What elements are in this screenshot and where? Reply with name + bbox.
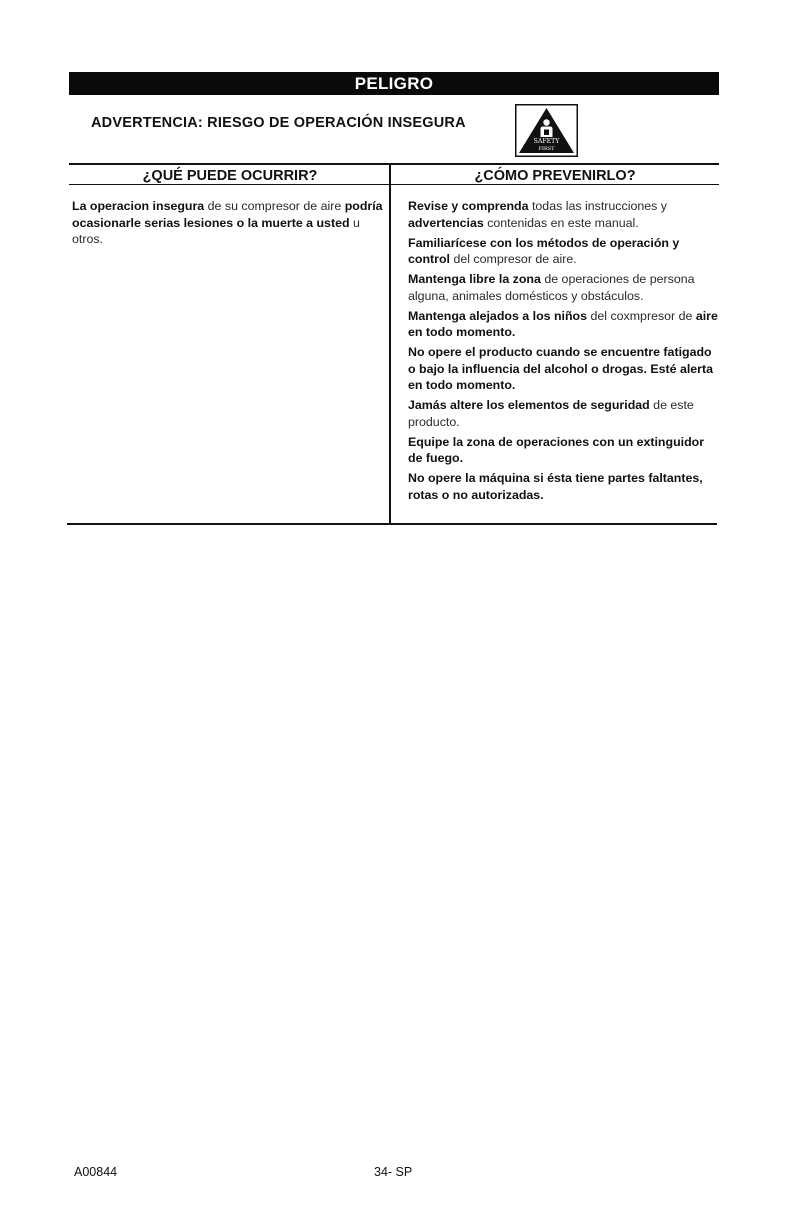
item1-normal-b: contenidas en este manual. bbox=[483, 215, 639, 230]
hazard-paragraph bbox=[72, 198, 384, 248]
hazard-normal-b: u otros. bbox=[72, 215, 360, 246]
prevention-item-4 bbox=[408, 308, 720, 341]
prevention-item-8 bbox=[408, 470, 720, 503]
item7-bold: Equipe la zona de operaciones con un extinguidor de fuego. bbox=[408, 434, 705, 465]
danger-banner: PELIGRO bbox=[69, 72, 719, 95]
prevention-item-6 bbox=[408, 397, 720, 430]
item1-normal-a: todas las instrucciones y bbox=[528, 199, 667, 213]
logo-line1: SAFETY bbox=[533, 138, 560, 145]
hazard-bold-a: La operacion insegura bbox=[72, 199, 205, 213]
bottom-rule bbox=[67, 523, 717, 525]
item4-bold-b: aire en todo momento. bbox=[408, 308, 718, 339]
prevention-item-5 bbox=[408, 344, 720, 394]
hazard-normal-a: de su compresor de aire bbox=[204, 199, 345, 213]
item1-bold-b: advertencias bbox=[408, 215, 484, 230]
hazard-bold-b: podría ocasionarle serias lesiones o la muerte a usted bbox=[72, 199, 383, 230]
prevention-item-7 bbox=[408, 434, 720, 467]
item5-bold: No opere el producto cuando se encuentre fatigado o bajo la influencia del alcohol o drogas. Esté alerta en todo momento. bbox=[408, 345, 714, 392]
prevention-item-3 bbox=[408, 271, 720, 304]
item8-bold: No opere la máquina si ésta tiene partes faltantes, rotas o no autorizadas. bbox=[408, 471, 703, 502]
item2-bold: Familiarícese con los métodos de operación y control bbox=[408, 235, 680, 266]
column-divider bbox=[389, 163, 391, 525]
prevention-item-1 bbox=[408, 198, 720, 231]
logo-line2: FIRST bbox=[538, 146, 555, 152]
hazard-description bbox=[72, 198, 384, 251]
prevention-item-2 bbox=[408, 235, 720, 268]
safety-first-icon bbox=[515, 104, 578, 157]
item3-bold: Mantenga libre la zona bbox=[408, 272, 541, 286]
item4-bold: Mantenga alejados a los niños bbox=[408, 308, 588, 323]
item6-bold: Jamás altere los elementos de seguridad bbox=[408, 398, 650, 412]
item4-normal: del coxmpresor de bbox=[587, 308, 696, 323]
item3-normal: de operaciones de persona alguna, animales domésticos y obstáculos. bbox=[408, 272, 695, 303]
document-code: A00844 bbox=[74, 1165, 118, 1179]
item6-normal: de este producto. bbox=[408, 398, 694, 429]
column-header-how-to-prevent: ¿CÓMO PREVENIRLO? bbox=[391, 163, 719, 185]
column-header-what-can-happen: ¿QUÉ PUEDE OCURRIR? bbox=[69, 163, 391, 185]
item2-normal: del compresor de aire. bbox=[450, 252, 577, 266]
item1-bold: Revise y comprenda bbox=[408, 199, 529, 213]
warning-title: ADVERTENCIA: RIESGO DE OPERACIÓN INSEGURA bbox=[91, 115, 466, 131]
prevention-list bbox=[408, 198, 720, 507]
page-number: 34- SP bbox=[374, 1165, 413, 1179]
